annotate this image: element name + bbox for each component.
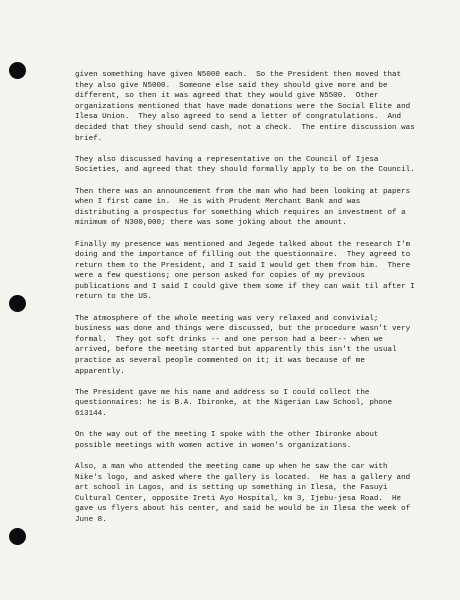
text-line: publications and I said I could give them some if they can wait til after I: [75, 282, 415, 291]
text-line: distributing a prospectus for something which requires an investment of a: [75, 208, 406, 217]
paragraph: [75, 70, 420, 144]
text-line: apparently.: [75, 367, 125, 376]
text-line: business was done and things were discussed, but the procedure wasn't very: [75, 325, 411, 334]
text-line: June 8.: [75, 515, 107, 524]
text-line: Cultural Center, opposite Ireti Ayo Hospital, km 3, Ijebu-jesa Road. He: [75, 494, 402, 503]
text-line: practice as several people commented on it; it was because of me: [75, 357, 365, 366]
text-line: They also discussed having a representative on the Council of Ijesa: [75, 155, 379, 164]
text-line: Nike's logo, and asked where the gallery is located. He has a gallery and: [75, 473, 411, 482]
text-line: arrived, before the meeting started but apparently this isn't the usual: [75, 346, 397, 355]
paragraph: [75, 187, 420, 229]
text-line: 613144.: [75, 410, 107, 418]
text-line: doing and the importance of filling out the questionnaire. They agreed to: [75, 251, 411, 260]
text-line: Then there was an announcement from the man who had been looking at papers: [75, 187, 411, 196]
paragraph: [75, 240, 420, 304]
text-line: different, so then it was agreed that they would give N5500. Other: [75, 92, 379, 101]
binder-hole-bottom: [9, 528, 26, 545]
text-line: The President gave me his name and address so I could collect the: [75, 388, 370, 397]
text-line: return them to the President, and I said I would get them from him. There: [75, 261, 411, 270]
paragraph: [75, 155, 420, 176]
text-line: gave us flyers about his center, and said he would be in Ilesa the week of: [75, 505, 411, 514]
text-line: The atmosphere of the whole meeting was very relaxed and convivial;: [75, 314, 379, 323]
text-line: organizations mentioned that have made donations were the Social Elite and: [75, 102, 411, 111]
paragraph: [75, 462, 420, 526]
text-line: questionnaires: he is B.A. Ibironke, at the Nigerian Law School, phone: [75, 399, 393, 408]
text-line: when I first came in. He is with Prudent Merchant Bank and was: [75, 198, 361, 207]
text-line: Societies, and agreed that they should formally apply to be on the Council.: [75, 166, 415, 175]
text-line: were a few questions; one person asked for copies of my previous: [75, 272, 365, 281]
text-line: Also, a man who attended the meeting came up when he saw the car with: [75, 462, 388, 471]
text-line: art school in Lagos, and is setting up something in Ilesa, the Fasuyi: [75, 484, 388, 493]
binder-hole-middle: [9, 295, 26, 312]
text-line: possible meetings with women active in women's organizations.: [75, 441, 352, 450]
binder-hole-top: [9, 62, 26, 79]
document-body: [75, 70, 420, 536]
text-line: brief.: [75, 134, 103, 143]
text-line: decided that they should send cash, not a check. The entire discussion was: [75, 123, 415, 132]
text-line: On the way out of the meeting I spoke with the other Ibironke about: [75, 431, 379, 440]
text-line: Finally my presence was mentioned and Jegede talked about the research I'm: [75, 240, 411, 249]
text-line: minimum of N300,000; there was some joking about the amount.: [75, 219, 347, 228]
text-line: given something have given N5000 each. So the President then moved that: [75, 71, 402, 79]
text-line: return to the US.: [75, 293, 152, 302]
paragraph: [75, 314, 420, 378]
paragraph: [75, 388, 420, 420]
text-line: Ilesa Union. They also agreed to send a letter of congratulations. And: [75, 113, 402, 122]
paragraph: [75, 430, 420, 451]
text-line: they also give N5000. Someone else said they should give more and be: [75, 81, 388, 90]
text-line: formal. They got soft drinks -- and one person had a beer-- when we: [75, 335, 383, 344]
